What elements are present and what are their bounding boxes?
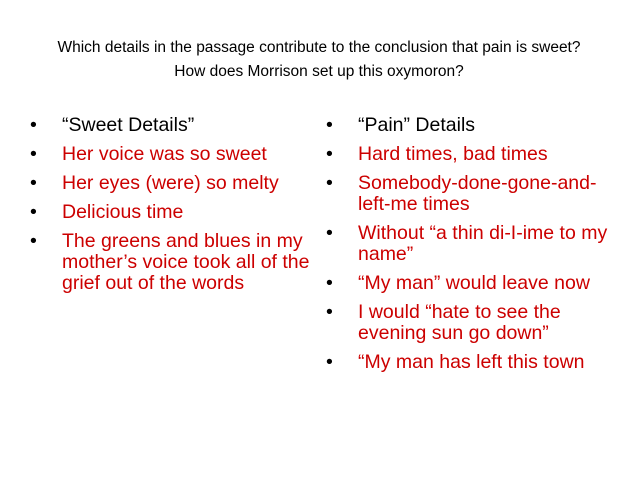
pain-detail-text: I would “hate to see the evening sun go down” (358, 301, 561, 344)
pain-detail-text: “My man” would leave now (358, 272, 590, 294)
bullet-icon: • (326, 114, 333, 136)
bullet-icon: • (326, 272, 333, 294)
list-item (30, 231, 320, 294)
pain-details-list (326, 115, 626, 381)
sweet-details-heading: “Sweet Details” (62, 114, 195, 136)
list-item (326, 352, 626, 373)
sweet-detail-text: Her eyes (were) so melty (62, 172, 279, 194)
sweet-details-heading-item (30, 115, 320, 136)
slide-title: Which details in the passage contribute to the conclusion that pain is sweet? How does Morrison set up this oxymoron? (57, 39, 581, 80)
list-item (326, 302, 626, 344)
pain-detail-text: Hard times, bad times (358, 143, 548, 165)
sweet-detail-text: Her voice was so sweet (62, 143, 267, 165)
bullet-icon: • (326, 143, 333, 165)
pain-detail-text: Somebody-done-gone-and-left-me times (358, 172, 597, 215)
sweet-details-list (30, 115, 320, 302)
bullet-icon: • (30, 114, 37, 136)
bullet-icon: • (326, 172, 333, 194)
list-item (326, 223, 626, 265)
list-item (326, 173, 626, 215)
pain-detail-text: Without “a thin di-I-ime to my name” (358, 222, 608, 265)
bullet-icon: • (30, 201, 37, 223)
list-item (326, 273, 626, 294)
pain-details-heading: “Pain” Details (358, 114, 476, 136)
bullet-icon: • (30, 143, 37, 165)
list-item (326, 144, 626, 165)
sweet-detail-text: Delicious time (62, 201, 184, 223)
sweet-detail-text: The greens and blues in my mother’s voice took all of the grief out of the words (62, 230, 310, 294)
bullet-icon: • (326, 351, 333, 373)
pain-details-heading-item (326, 115, 626, 136)
bullet-icon: • (30, 230, 37, 252)
list-item (30, 202, 320, 223)
pain-detail-text: “My man has left this town (358, 351, 585, 373)
bullet-icon: • (326, 301, 333, 323)
list-item (30, 173, 320, 194)
bullet-icon: • (30, 172, 37, 194)
list-item (30, 144, 320, 165)
bullet-icon: • (326, 222, 333, 244)
